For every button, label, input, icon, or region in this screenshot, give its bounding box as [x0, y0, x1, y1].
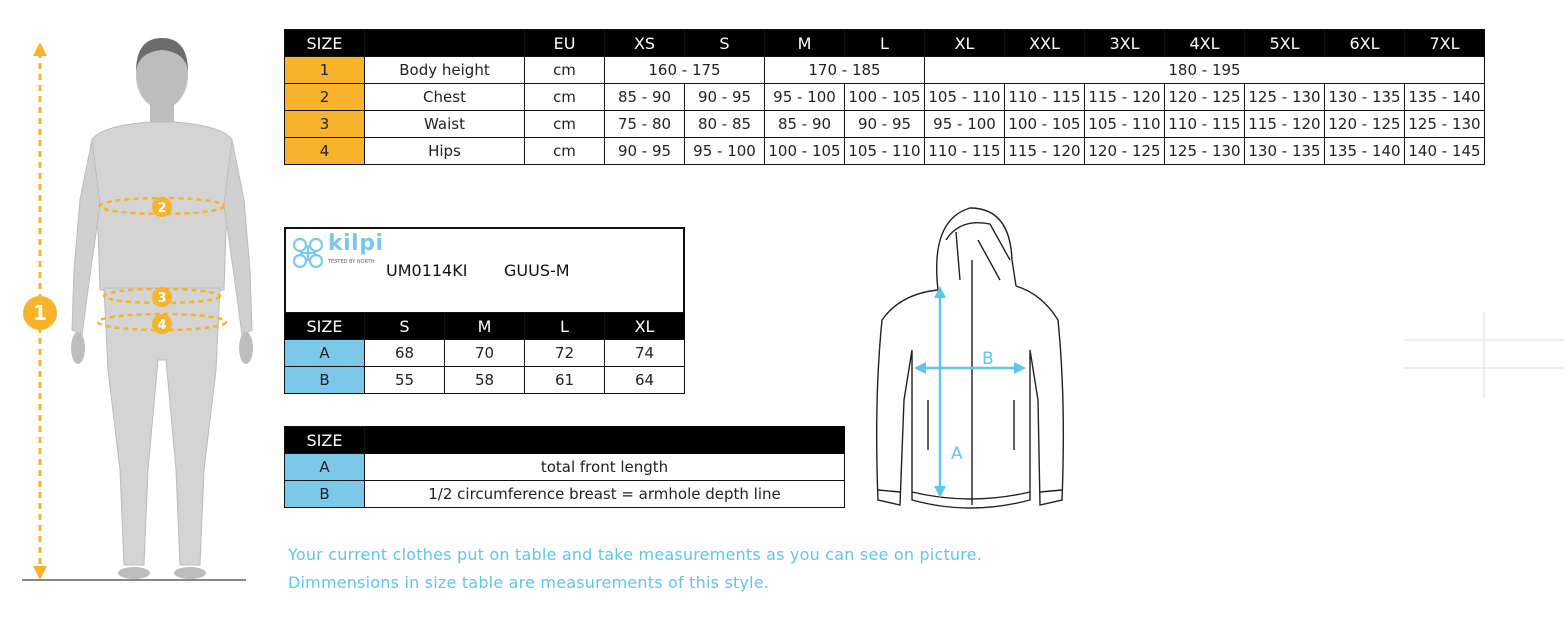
table-row	[285, 340, 685, 367]
table-row	[285, 111, 1485, 138]
size-value-cell: 95 - 100	[925, 111, 1005, 138]
size-value-cell: 135 - 140	[1405, 84, 1485, 111]
product-name: GUUS-M	[504, 261, 570, 280]
main-header-cell: M	[765, 30, 845, 57]
size-value-cell: 130 - 135	[1245, 138, 1325, 165]
marker-4	[152, 314, 172, 334]
row-number: 4	[285, 138, 365, 165]
brand-box	[284, 227, 685, 313]
measure-name: Waist	[365, 111, 525, 138]
main-header-cell: XS	[605, 30, 685, 57]
size-value-cell: 105 - 110	[845, 138, 925, 165]
style-value-cell: 72	[525, 340, 605, 367]
size-value-cell: 100 - 105	[765, 138, 845, 165]
size-value-cell: 85 - 90	[765, 111, 845, 138]
marker-1	[23, 296, 57, 330]
row-number: 2	[285, 84, 365, 111]
legend-table	[284, 426, 845, 508]
style-header-cell: SIZE	[285, 313, 365, 340]
style-value-cell: 55	[365, 367, 445, 394]
jacket-label-b: B	[982, 349, 994, 369]
main-header-cell: SIZE	[285, 30, 365, 57]
row-number: 1	[285, 57, 365, 84]
size-value-cell: 125 - 130	[1245, 84, 1325, 111]
size-value-cell: 90 - 95	[845, 111, 925, 138]
style-value-cell: 61	[525, 367, 605, 394]
unit-cell: cm	[525, 57, 605, 84]
size-value-cell: 115 - 120	[1005, 138, 1085, 165]
main-header-cell: 6XL	[1325, 30, 1405, 57]
main-header-cell: S	[685, 30, 765, 57]
main-header-cell: 7XL	[1405, 30, 1485, 57]
main-header-cell: 4XL	[1165, 30, 1245, 57]
main-header-cell: XL	[925, 30, 1005, 57]
jacket-label-a: A	[951, 444, 963, 464]
unit-cell: cm	[525, 84, 605, 111]
size-value-cell: 160 - 175	[605, 57, 765, 84]
table-row	[285, 84, 1485, 111]
size-value-cell: 135 - 140	[1325, 138, 1405, 165]
legend-description: 1/2 circumference breast = armhole depth line	[365, 481, 845, 508]
size-value-cell: 115 - 120	[1085, 84, 1165, 111]
instruction-note-1: Your current clothes put on table and take measurements as you can see on picture.	[288, 545, 983, 564]
jacket-diagram	[860, 200, 1080, 530]
unit-cell: cm	[525, 111, 605, 138]
marker-3	[152, 287, 172, 307]
size-value-cell: 105 - 110	[1085, 111, 1165, 138]
size-value-cell: 180 - 195	[925, 57, 1485, 84]
style-header-cell: L	[525, 313, 605, 340]
svg-text:4: 4	[157, 318, 167, 333]
main-header-cell	[365, 30, 525, 57]
table-row	[285, 367, 685, 394]
brand-logo-text: kilpi	[328, 231, 384, 256]
product-code: UM0114KI	[386, 261, 468, 280]
measure-name: Hips	[365, 138, 525, 165]
main-header-cell: EU	[525, 30, 605, 57]
kilpi-logo-icon	[288, 233, 328, 273]
svg-text:3: 3	[157, 291, 167, 306]
size-value-cell: 90 - 95	[605, 138, 685, 165]
table-row	[285, 481, 845, 508]
size-value-cell: 140 - 145	[1405, 138, 1485, 165]
size-value-cell: 85 - 90	[605, 84, 685, 111]
measure-name: Body height	[365, 57, 525, 84]
legend-label: B	[285, 481, 365, 508]
style-row-label: B	[285, 367, 365, 394]
instruction-note-2: Dimmensions in size table are measurements of this style.	[288, 573, 770, 592]
size-value-cell: 125 - 130	[1165, 138, 1245, 165]
decorative-gridlines	[1404, 312, 1564, 398]
size-value-cell: 115 - 120	[1245, 111, 1325, 138]
size-value-cell: 110 - 115	[925, 138, 1005, 165]
marker-2	[152, 197, 172, 217]
size-value-cell: 100 - 105	[845, 84, 925, 111]
table-row	[285, 57, 1485, 84]
svg-text:2: 2	[157, 201, 167, 216]
size-value-cell: 75 - 80	[605, 111, 685, 138]
style-value-cell: 68	[365, 340, 445, 367]
size-value-cell: 105 - 110	[925, 84, 1005, 111]
legend-label: A	[285, 454, 365, 481]
style-value-cell: 58	[445, 367, 525, 394]
size-value-cell: 120 - 125	[1325, 111, 1405, 138]
svg-text:1: 1	[33, 301, 47, 325]
size-value-cell: 110 - 115	[1165, 111, 1245, 138]
size-value-cell: 95 - 100	[765, 84, 845, 111]
legend-header: SIZE	[285, 427, 365, 454]
size-value-cell: 125 - 130	[1405, 111, 1485, 138]
brand-tagline: TESTED BY NORTH	[328, 259, 375, 265]
size-value-cell: 90 - 95	[685, 84, 765, 111]
size-value-cell: 80 - 85	[685, 111, 765, 138]
body-measurement-figure	[0, 30, 260, 590]
main-header-cell: 3XL	[1085, 30, 1165, 57]
style-row-label: A	[285, 340, 365, 367]
size-value-cell: 130 - 135	[1325, 84, 1405, 111]
style-value-cell: 70	[445, 340, 525, 367]
main-header-cell: XXL	[1005, 30, 1085, 57]
size-value-cell: 120 - 125	[1165, 84, 1245, 111]
main-header-cell: 5XL	[1245, 30, 1325, 57]
size-value-cell: 100 - 105	[1005, 111, 1085, 138]
measure-name: Chest	[365, 84, 525, 111]
unit-cell: cm	[525, 138, 605, 165]
table-row	[285, 138, 1485, 165]
size-value-cell: 120 - 125	[1085, 138, 1165, 165]
style-header-cell: XL	[605, 313, 685, 340]
size-value-cell: 170 - 185	[765, 57, 925, 84]
style-header-cell: S	[365, 313, 445, 340]
size-value-cell: 95 - 100	[685, 138, 765, 165]
style-header-cell: M	[445, 313, 525, 340]
main-header-cell: L	[845, 30, 925, 57]
size-chart-table	[284, 29, 1485, 165]
style-measure-table	[284, 312, 685, 394]
legend-description: total front length	[365, 454, 845, 481]
row-number: 3	[285, 111, 365, 138]
table-row	[285, 454, 845, 481]
size-value-cell: 110 - 115	[1005, 84, 1085, 111]
style-value-cell: 64	[605, 367, 685, 394]
style-value-cell: 74	[605, 340, 685, 367]
